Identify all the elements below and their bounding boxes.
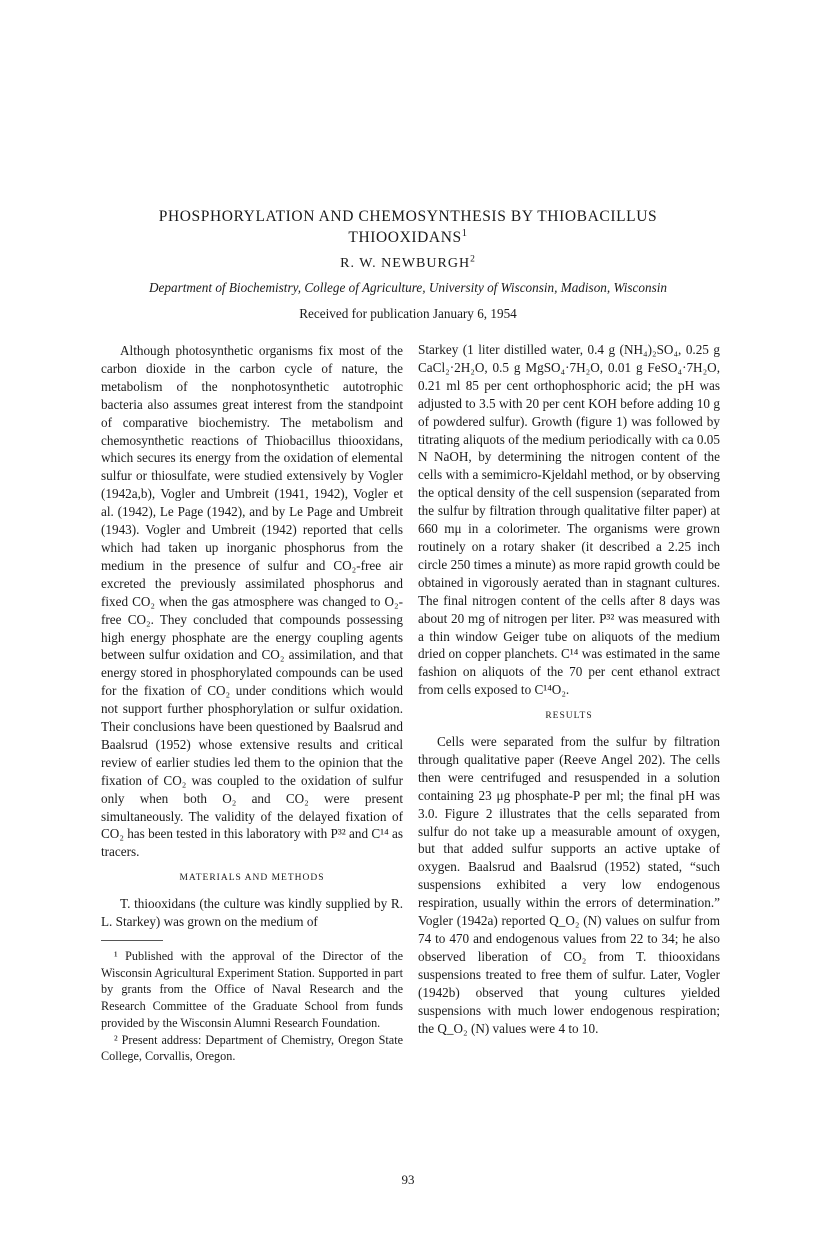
author-name: R. W. NEWBURGH$^2$ xyxy=(340,254,476,271)
footnote-divider xyxy=(101,940,163,941)
results-paragraph: Cells were separated from the sulfur by filtration through qualitative paper (Reeve Angel 202). The cells then were centrifuged and resuspended in a solution containing 23 μg phosphate-P per ml; the final pH was 3.0. Figure 2 illustrates that the cells separated from sulfur do not take up a measurable amount of oxygen, but that added sulfur supports an active uptake of oxygen. Baalsrud and Baalsrud (1952) stated, “such suspensions exhibited a very low endogenous respiration, usually within the errors of determination.” Vogler (1942a) reported Q_O₂ (N) values on sulfur from 74 to 470 and endogenous values from 22 to 34; he also observed liberation of CO₂ from T. thiooxidans suspensions treated to free them of sulfur. Later, Vogler (1942b) observed that young cultures yielded suspensions with much lower endogenous respiration; the Q_O₂ (N) values were 4 to 10. xyxy=(418,734,720,1036)
intro-paragraph: Although photosynthetic organisms fix most of the carbon dioxide in the carbon cycle of nature, the metabolism of the nonphotosynthetic autotrophic bacteria also assumes great interest from the standpoint of comparative biochemistry. The metabolism and chemosynthetic reactions of Thiobacillus thiooxidans, which secures its energy from the oxidation of elemental sulfur or thiosulfate, were studied extensively by Vogler (1942a,b), Vogler and Umbreit (1941, 1942), Vogler et al. (1942), Le Page (1942), and by Le Page and Umbreit (1943). Vogler and Umbreit (1942) reported that cells which had taken up inorganic phosphorus from the medium in the presence of sulfur and CO₂-free air excreted the previously assimilated phosphorus and fixed CO₂ when the gas atmosphere was changed to O₂-free CO₂. They concluded that compounds possessing high energy phosphate are the energy coupling agents between sulfur oxidation and CO₂ assimilation, and that energy stored in phosphorylated compounds can be used for the fixation of CO₂ under conditions which would not support further phosphorylation or sulfur oxidation. Their conclusions have been questioned by Baalsrud and Baalsrud (1952) whose extensive results and critical review of earlier studies led them to the opinion that the fixation of CO₂ was coupled to the oxidation of sulfur only when both O₂ and CO₂ were present simultaneously. The validity of the delayed fixation of CO₂ has been tested in this laboratory with P³² and C¹⁴ as tracers. xyxy=(101,343,403,860)
right-column xyxy=(418,341,720,1037)
received-date: Received for publication January 6, 1954 xyxy=(299,306,517,321)
methods-paragraph: T. thiooxidans (the culture was kindly supplied by R. L. Starkey) was grown on the medium of xyxy=(101,896,403,930)
section-heading-results: RESULTS xyxy=(545,711,593,722)
author-footnote-mark: 2 xyxy=(470,254,476,265)
article-header xyxy=(98,206,718,322)
footnote-1: ¹ Published with the approval of the Director of the Wisconsin Agricultural Experiment Station. Supported in part by grants from the Office of Naval Research and the Research Committee of the Graduate School from funds provided by the Wisconsin Alumni Research Foundation. xyxy=(101,949,403,1030)
page-number: 93 xyxy=(401,1172,415,1187)
title-footnote-mark: 1 xyxy=(461,227,468,239)
methods-continued-paragraph: Starkey (1 liter distilled water, 0.4 g (NH₄)₂SO₄, 0.25 g CaCl₂·2H₂O, 0.5 g MgSO₄·7H₂O, 0.01 g FeSO₄·7H₂O, 0.21 ml 85 per cent orthophosphoric acid; the pH was adjusted to 3.5 with 20 per cent KOH before adding 10 g of powdered sulfur). Growth (figure 1) was followed by titrating aliquots of the medium periodically with ca 0.05 N NaOH, by determining the nitrogen content of the cells with a semimicro-Kjeldahl method, or by observing the optical density of the cell suspension (separated from the sulfur by filtration through qualitative filter paper) at 660 mμ in a colorimeter. The organisms were grown routinely on a rotary shaker (it described a 2.25 inch circle 250 times a minute) as more rapid growth could be obtained in vigorously aerated than in stagnant cultures. The final nitrogen content of the cells after 8 days was about 20 mg of nitrogen per liter. P³² was measured with a thin window Geiger tube on aliquots of the medium dried on copper planchets. C¹⁴ was estimated in the same fashion on aliquots of the 70 per cent ethanol extract from cells exposed to C¹⁴O₂. xyxy=(418,342,720,698)
article-title: PHOSPHORYLATION AND CHEMOSYNTHESIS BY THIOBACILLUS THIOOXIDANS$^1$ xyxy=(158,208,658,246)
footnote-2: ² Present address: Department of Chemistry, Oregon State College, Corvallis, Oregon. xyxy=(101,1032,403,1064)
left-column xyxy=(101,342,403,1065)
section-heading-materials: MATERIALS AND METHODS xyxy=(179,873,325,884)
author-affiliation: Department of Biochemistry, College of Agriculture, University of Wisconsin, Madison, Wisconsin xyxy=(149,280,667,295)
